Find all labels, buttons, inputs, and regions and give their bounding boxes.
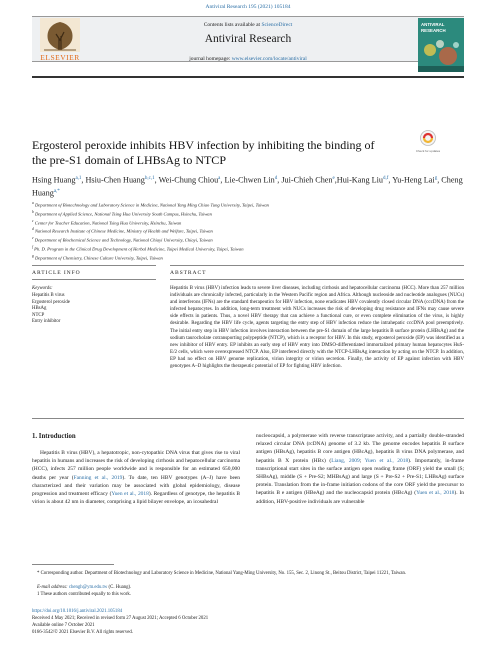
affiliation: $^f$ Ph. D. Program in the Clinical Drug Development of Herbal Medicine, Taipei Medical University, Taipei, Taiwan: [32, 245, 244, 252]
body-text: ). Importantly, in-frame transcriptional start sites in the surface antigen open reading frame (ORF) yield the small (S; SHBsAg), middle (S + Pre-S2; MHBsAg) and large (S + Pre-S2 + Pre-S1; LHBsAg) surface protein. Translation from the in-frame initiation codons of the core ORF yield the precursor to hepatitis B e antigen (HBeAg) and the nucleocapsid protein (HBcAg) (: [256, 457, 464, 497]
body-text: ;: [359, 457, 365, 464]
crossmark-icon[interactable]: [415, 129, 441, 155]
affiliation: $^b$ Department of Applied Science, National Tsing Hua University South Campus, Hsinchu, Taiwan: [32, 209, 212, 217]
journal-title: Antiviral Research: [204, 33, 292, 45]
author-name[interactable]: Wei-Chung Chiou: [158, 175, 219, 185]
body-text: nucleocapsid, a polymerase with reverse transcriptase activity, and a partially double-stranded relaxed circular DNA (rcDNA) genome of 3.2 kb. The genome encodes hepatitis B surface antigen (HBsAg), hepatitis B core antigen (HBcAg), hepatitis B virus DNA polymerase, and hepatitis B X protein (HBx) (: [256, 433, 464, 464]
reference-link[interactable]: Yuen et al., 2018: [111, 491, 149, 498]
author-affiliation-mark[interactable]: g: [434, 176, 438, 181]
affiliation: $^e$ Department of Biochemical Science and Technology, National Chiayi University, Chiayi, Taiwan: [32, 236, 213, 243]
copyright: 0166-3542/© 2021 Elsevier B.V. All rights reserved.: [32, 630, 133, 635]
author-name[interactable]: Lie-Chwen Lin: [224, 175, 275, 185]
doi-link[interactable]: https://doi.org/10.1016/j.antiviral.2021.105184: [32, 609, 123, 614]
abstract-text: Hepatitis B virus (HBV) infection leads to severe liver diseases, including cirrhosis and hepatocellular carcinoma (HCC). More than 257 million individuals are chronically infected, particularly in the Western Pacific region and Africa. Although nucleoside and nucleotide analogues (NUCs) and interferons (IFNs) are the standard therapeutics for HBV infection, none eradicates HBV covalently closed circular DNA (cccDNA) from the infected hepatocytes. In addition, long-term treatment with NUCs increases the risk of developing drug resistance and IFNs may cause severe side effects in patients. Thus, a novel HBV therapy that can achieve a functional cure, or even complete elimination of the virus, is highly desirable. Regarding the HBV life cycle, agents targeting the entry step of HBV infection reduce the intrahepatic cccDNA pool preemptively. The initial entry step in HBV infection involves interaction between the pre-S1 domain of the large hepatitis B surface protein (LHBsAg) and the sodium taurocholate cotransporting polypeptide (NTCP), which is a receptor for HBV. In this study, ergosterol peroxide (EP) was identified as a new inhibitor of HBV entry. EP inhibits an early step of HBV entry into DMSO-differentiated immortalized primary human hepatocytes HuS-E/2 cells, which were overexpressed NTCP. Also, EP interfered directly with the NTCP-LHBsAg interaction by acting on the NTCP. In addition, EP had no effect on HBV genome replication, virion integrity or virion secretion. Finally, the activity of EP against infection with HBV genotypes A–D highlights the therapeutic potential of EP for fighting HBV infection.: [170, 285, 464, 370]
journal-citation[interactable]: Antiviral Research 195 (2021) 105184: [205, 4, 291, 10]
author-name[interactable]: Hui-Kang Liu: [336, 175, 383, 185]
affiliation-list: [32, 200, 464, 262]
reference-link[interactable]: Fanning et al., 2019: [73, 474, 123, 481]
equal-contribution-note: 1 These authors contributed equally to this work.: [37, 592, 131, 597]
sciencedirect-link[interactable]: ScienceDirect: [261, 22, 293, 28]
online-date: Available online 7 October 2021: [32, 623, 95, 628]
footnote-rule: [32, 564, 114, 565]
reference-link[interactable]: Yuen et al., 2018: [364, 457, 409, 464]
body-text: Hepatitis B virus (HBV), a hepatotropic, non-cytopathic DNA virus that gives rise to viral hepatitis in humans and increases the risk of developing cirrhosis and hepatocellular carcinoma (HCC), infects 257 million people worldwide and is responsible for an estimated 650,000 deaths per year (: [32, 450, 240, 481]
author-name[interactable]: Hsiu-Chen Huang: [85, 175, 145, 185]
author-affiliation-mark[interactable]: a: [218, 176, 221, 181]
corresponding-author-note: * Corresponding author. Department of Biotechnology and Laboratory Science in Medicine, National Yang-Ming University, No. 155, Sec. 2, Linong St., Beitou District, Taipei 11221, Taiwan.: [37, 571, 407, 576]
crossmark-label: Check for updates: [415, 149, 441, 153]
author-affiliation-mark[interactable]: e: [332, 176, 335, 181]
affiliation: $^g$ Department of Chemistry, Chinese Culture University, Taipei, Taiwan: [32, 253, 163, 261]
keyword: Entry inhibitor: [32, 319, 61, 324]
intro-left-column: [32, 449, 240, 506]
author-affiliation-mark[interactable]: b,c,1: [144, 176, 155, 181]
header-rule: [32, 76, 464, 78]
received-dates: Received 4 May 2021; Received in revised form 27 August 2021; Accepted 6 October 2021: [32, 616, 209, 621]
body-text: ). In addition, HBV-positive individuals are vulnerable: [256, 490, 464, 505]
keyword: Ergosterol peroxide: [32, 299, 70, 305]
reference-link[interactable]: Liang, 2009: [331, 457, 360, 464]
contents-available: Contents lists available at ScienceDirect: [203, 22, 293, 28]
divider: [32, 265, 156, 266]
author-affiliation-mark[interactable]: a,1: [75, 176, 82, 181]
email-note: E-mail address: chengh@ym.edu.tw (C. Huang).: [37, 585, 132, 590]
author-name[interactable]: Jui-Chieh Chen: [281, 175, 333, 185]
reference-link[interactable]: Yuen et al., 2018: [416, 490, 455, 497]
journal-cover-thumbnail: [418, 18, 464, 72]
divider: [32, 279, 156, 280]
author-name[interactable]: Yu-Heng Lai: [392, 175, 435, 185]
cover-title: ANTIVIRAL RESEARCH: [421, 22, 446, 33]
author-affiliation-mark[interactable]: a,*: [53, 189, 60, 195]
publisher-name: ELSEVIER: [40, 53, 80, 62]
keyword: HBsAg: [32, 306, 47, 311]
section-heading-introduction: 1. Introduction: [32, 433, 76, 440]
journal-homepage: journal homepage: www.elsevier.com/locate/antiviral: [189, 56, 307, 62]
divider: [32, 418, 464, 419]
intro-right-column: [256, 432, 464, 506]
affiliation: $^c$ Center for Teacher Education, National Tsing Hua University, Hsinchu, Taiwan: [32, 218, 182, 226]
author-affiliation-mark[interactable]: d: [274, 176, 278, 181]
divider: [170, 279, 464, 280]
divider: [170, 265, 464, 266]
author-affiliation-mark[interactable]: d,f: [382, 176, 389, 181]
body-text: ). Regardless of genotype, the hepatitis B virion is about 42 nm in diameter, comprising a lipid bilayer envelope, an icosahedral: [32, 491, 240, 506]
author-name[interactable]: Cheng Huang: [32, 175, 463, 198]
affiliation: $^d$ National Research Institute of Chinese Medicine, Ministry of Health and Welfare, Taipei, Taiwan: [32, 227, 213, 235]
author-list: Hsing Huang$^{a,1}$, Hsiu-Chen Huang$^{b,c,1}$, Wei-Chung Chiou$^a$, Lie-Chwen Lin$^d$, Jui-Chieh Chen$^e$,Hui-Kang Liu$^{d,f}$, Yu-Heng Lai$^g$, Cheng Huang$^{a,*}$: [32, 175, 463, 198]
affiliation: $^a$ Department of Biotechnology and Laboratory Science in Medicine, National Yang Ming Chiao Tung University, Taipei, Taiwan: [32, 201, 269, 208]
keyword: Hepatitis B virus: [32, 293, 65, 298]
body-text: ). To date, ten HBV genotypes (A–J) have been characterized and their variation may be associated with global epidemiology, disease progression and treatment efficacy (: [32, 474, 240, 498]
author-name[interactable]: Hsing Huang: [32, 175, 76, 185]
keyword: NTCP: [32, 312, 45, 318]
email-link[interactable]: chengh@ym.edu.tw: [68, 585, 108, 590]
abstract-heading: ABSTRACT: [170, 270, 207, 276]
homepage-link[interactable]: www.elsevier.com/locate/antiviral: [231, 56, 307, 62]
article-title: Ergosterol peroxide inhibits HBV infection by inhibiting the binding of the pre-S1 domain of LHBsAg to NTCP: [32, 138, 375, 167]
keywords-label: Keywords:: [32, 286, 53, 291]
article-info-heading: ARTICLE INFO: [32, 270, 81, 276]
